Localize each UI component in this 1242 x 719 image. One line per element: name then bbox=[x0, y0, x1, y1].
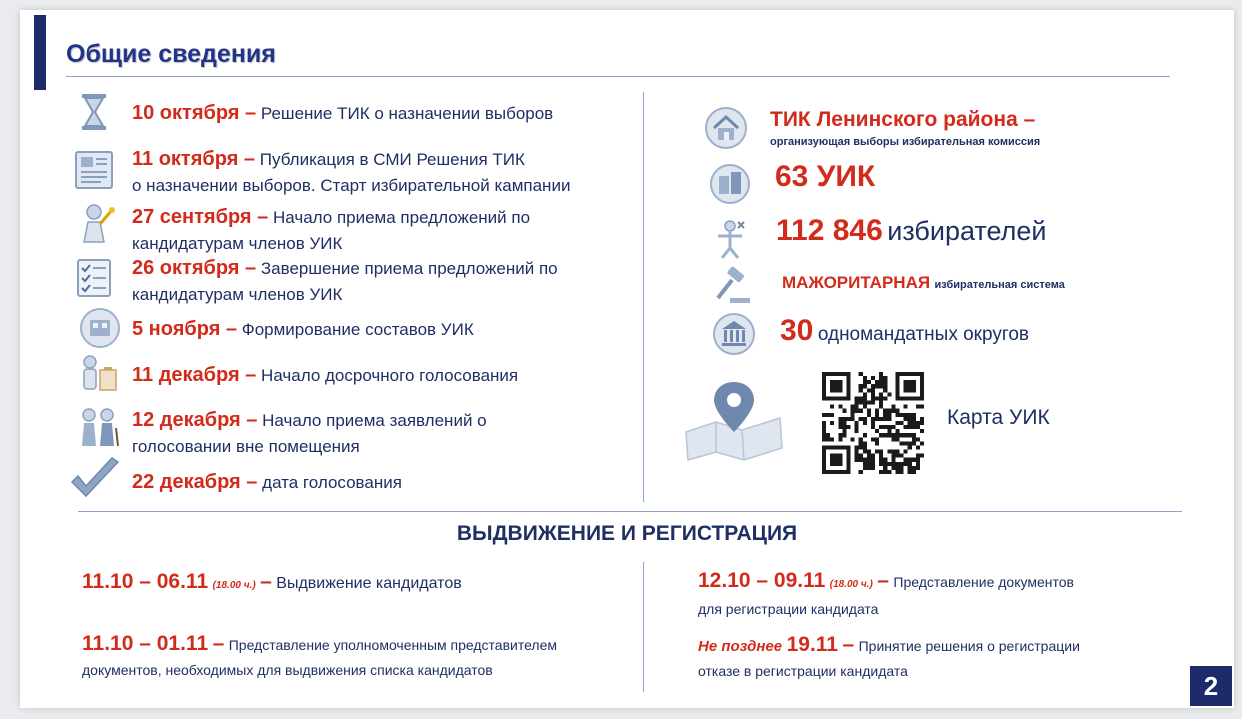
tik-title-text: ТИК Ленинского района – bbox=[770, 108, 1036, 131]
section-title: ВЫДВИЖЕНИЕ И РЕГИСТРАЦИЯ bbox=[456, 522, 798, 545]
tik-subtitle: организующая выборы избирательная комиссия bbox=[770, 136, 1041, 148]
item-prefix: Не позднее bbox=[698, 638, 783, 655]
event-26-oct bbox=[132, 255, 558, 308]
title-underline bbox=[66, 76, 1170, 77]
voters-number: 112 846 bbox=[776, 214, 883, 247]
map-label: Карта УИК bbox=[947, 406, 1050, 429]
slide bbox=[20, 10, 1234, 708]
item-text: Представление уполномоченным представителем bbox=[228, 637, 558, 653]
gavel-icon bbox=[710, 264, 754, 308]
item-dash: – bbox=[877, 569, 889, 592]
event-11-oct bbox=[132, 146, 570, 199]
item-text: Представление документов bbox=[893, 574, 1074, 590]
checklist-icon bbox=[72, 256, 116, 300]
item-text-line2: отказе в регистрации кандидата bbox=[698, 663, 908, 679]
voters-icon bbox=[708, 216, 752, 260]
uik-count-text: 63 УИК bbox=[775, 160, 876, 193]
page-number: 2 bbox=[1190, 666, 1232, 706]
newspaper-icon bbox=[72, 148, 116, 192]
event-text: Завершение приема предложений по bbox=[260, 259, 558, 278]
event-11-dec bbox=[132, 362, 518, 389]
registration-item-2 bbox=[698, 633, 1080, 684]
home-icon bbox=[704, 106, 748, 150]
section-divider bbox=[78, 511, 1182, 512]
page-title: Общие сведения bbox=[66, 40, 276, 68]
section-column-divider bbox=[643, 562, 644, 692]
item-text-line2: документов, необходимых для выдвижения списка кандидатов bbox=[82, 662, 493, 678]
item-text: Выдвижение кандидатов bbox=[276, 575, 462, 592]
voters-count bbox=[776, 214, 1046, 248]
event-text: Формирование составов УИК bbox=[241, 320, 474, 339]
voting-people-icon bbox=[76, 352, 120, 396]
item-note: (18.00 ч.) bbox=[829, 579, 873, 590]
event-date: 11 октября – bbox=[132, 148, 256, 170]
event-text: Начало приема предложений по bbox=[272, 208, 531, 227]
event-date: 22 декабря – bbox=[132, 471, 258, 493]
item-date: 11.10 – 01.11 bbox=[82, 632, 209, 655]
item-text: Принятие решения о регистрации bbox=[858, 638, 1080, 654]
government-building-icon bbox=[712, 312, 756, 356]
title-accent-bar bbox=[34, 15, 46, 90]
event-text-line2: о назначении выборов. Старт избирательной кампании bbox=[132, 176, 571, 195]
building-icon bbox=[708, 162, 752, 206]
districts bbox=[780, 314, 1029, 348]
districts-number: 30 bbox=[780, 314, 814, 347]
event-22-dec bbox=[132, 469, 402, 496]
electoral-system bbox=[782, 273, 1065, 293]
item-note: (18.00 ч.) bbox=[212, 580, 256, 591]
elderly-couple-icon bbox=[76, 406, 120, 450]
registration-item-1 bbox=[698, 569, 1074, 622]
nomination-item-1 bbox=[82, 570, 462, 598]
event-10-oct bbox=[132, 100, 553, 127]
person-figure-icon bbox=[74, 202, 118, 246]
qr-code[interactable] bbox=[822, 372, 924, 474]
item-date: 11.10 – 06.11 bbox=[82, 570, 209, 593]
item-dash: – bbox=[212, 632, 225, 655]
uik-count bbox=[775, 160, 875, 194]
event-text-line2: кандидатурам членов УИК bbox=[132, 285, 343, 304]
districts-label: одномандатных округов bbox=[817, 324, 1030, 345]
event-date: 27 сентября – bbox=[132, 206, 269, 228]
item-dash: – bbox=[842, 633, 855, 656]
checkmark-icon bbox=[68, 456, 122, 504]
event-text: Публикация в СМИ Решения ТИК bbox=[259, 150, 525, 169]
voters-label: избирателей bbox=[887, 216, 1047, 246]
event-5-nov bbox=[132, 316, 474, 343]
event-date: 11 декабря – bbox=[132, 364, 257, 386]
event-27-sep bbox=[132, 204, 530, 257]
tik-title bbox=[770, 108, 1035, 132]
event-date: 26 октября – bbox=[132, 257, 257, 279]
event-date: 12 декабря – bbox=[132, 409, 258, 431]
system-type: МАЖОРИТАРНАЯ bbox=[782, 273, 931, 292]
item-text-line2: для регистрации кандидата bbox=[698, 601, 879, 617]
event-date: 10 октября – bbox=[132, 102, 257, 124]
nomination-item-2 bbox=[82, 632, 557, 683]
event-date: 5 ноября – bbox=[132, 318, 238, 340]
system-label: избирательная система bbox=[934, 279, 1065, 291]
item-dash: – bbox=[260, 570, 272, 593]
event-12-dec bbox=[132, 407, 487, 460]
hourglass-icon bbox=[72, 90, 116, 134]
item-date: 19.11 bbox=[786, 633, 838, 656]
event-text: Начало приема заявлений о bbox=[262, 411, 487, 430]
event-text-line2: кандидатурам членов УИК bbox=[132, 234, 343, 253]
commission-icon bbox=[78, 306, 122, 350]
event-text: Начало досрочного голосования bbox=[261, 366, 519, 385]
event-text: Решение ТИК о назначении выборов bbox=[260, 104, 554, 123]
event-text-line2: голосовании вне помещения bbox=[132, 437, 360, 456]
event-text: дата голосования bbox=[262, 473, 402, 492]
column-divider bbox=[643, 92, 644, 502]
map-pin-icon bbox=[682, 378, 786, 462]
item-date: 12.10 – 09.11 bbox=[698, 569, 826, 592]
